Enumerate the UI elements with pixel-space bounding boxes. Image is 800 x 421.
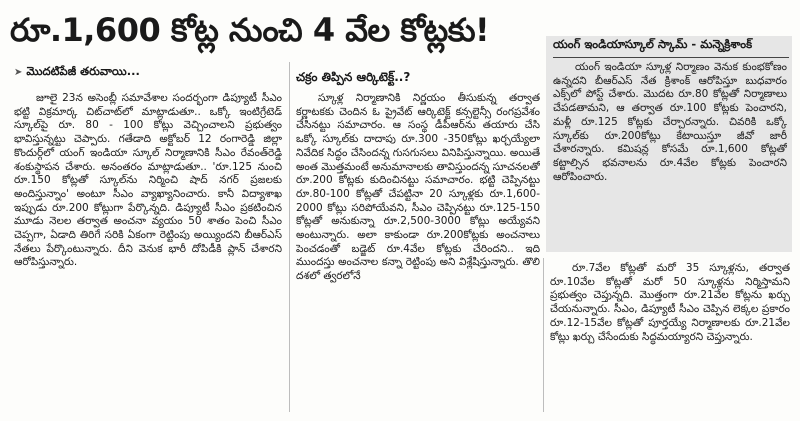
- sidebar-box-heading: యంగ్ ఇండియాస్కూల్ స్కామ్ - మన్నెక్రిశాంక్: [553, 37, 789, 58]
- kicker: [14, 64, 264, 80]
- col3-paragraph: రూ.7వేల కోట్లతో మరో 35 స్కూళ్లను, తర్వాత రూ.10వేల కోట్లతో మరో 50 స్కూళ్లను నిర్మిస్తామని ప్రభుత్వం చెప్తున్నది. మొత్తంగా రూ.21వేల కోట్లను ఖర్చు చేయనున్నారు. సీఎం, డిప్యూటీ సీఎం చెప్పిన లెక్కల ప్రకారం రూ.12-15వేల కోట్లతో పూర్తయ్యే నిర్మాణాలకు రూ.21వేల కోట్లు ఖర్చు చేసేందుకు సిద్ధమయ్యారని చెప్తున్నారు.: [550, 262, 790, 343]
- column-3: [550, 262, 790, 414]
- box-paragraph: యంగ్ ఇండియా స్కూళ్ల నిర్మాణం వెనుక కుంభకోణం ఉన్నదని బీఆర్ఎస్ నేత క్రిశాంక్ ఆరోపిస్తూ బుధవారం ఎక్స్‌లో పోస్ట్ చేశారు. మొదట రూ.80 కోట్లతో నిర్మాణాలు చేపడతామని, ఆ తర్వాత రూ.100 కోట్లకు పెంచారని, మళ్లీ రూ.125 కోట్లకు చేర్చారన్నారు. చివరికి ఒక్కో స్కూల్‌కు రూ.200కోట్లు కేటాయిస్తూ జీవో జారీ చేశారన్నారు. కమిషన్ల కోసమే రూ.1,600 కోట్లతో కట్టాల్సిన భవనాలను రూ.4వేల కోట్లకు పెంచారని ఆరోపించారు.: [553, 61, 787, 183]
- column-divider: [543, 258, 544, 412]
- col1-paragraph: జూలై 23న అసెంబ్లీ సమావేశాల సందర్భంగా డిప్యూటీ సీఎం భట్టి విక్రమార్క చిట్‌చాట్‌లో మాట్లాడుతూ.. ఒక్కో ఇంటిగ్రేటెడ్ స్కూల్‌పై రూ. 80 - 100 కోట్లు వెచ్చించాలని ప్రభుత్వం భావిస్తున్నట్టు చెప్పారు. గతేడాది అక్టోబర్ 12 రంగారెడ్డి జిల్లా కొందుర్గ్‌లో యంగ్ ఇండియా స్కూల్ నిర్మాణానికి సీఎం రేవంత్‌రెడ్డి శంకుస్థాపన చేశారు. అనంతరం మాట్లాడుతూ.. 'రూ.125 నుంచి రూ.150 కోట్లతో స్కూల్‌ను నిర్మించి షాద్ నగర్ ప్రజలకు అందిస్తున్నాం' అంటూ సీఎం వ్యాఖ్యానించారు. కానీ విద్యాశాఖ ఇప్పుడు రూ.200 కోట్లుగా పేర్కొన్నది. డిప్యూటీ సీఎం ప్రకటించిన మూడు నెలల తర్వాత అంచనా వ్యయం 50 శాతం పెంచి సీఎం చెప్పగా, ఏడాది తిరిగే సరికి ఏకంగా రెట్టింపు అయ్యిందని బీఆర్ఎస్ నేతలు పేర్కొంటున్నారు. దీని వెనుక భారీ దోపిడీకి ప్లాన్ చేశారని ఆరోపిస్తున్నారు.: [14, 92, 282, 269]
- column-1: [14, 92, 282, 414]
- headline: రూ.1,600 కోట్ల నుంచి 4 వేల కోట్లకు!: [10, 11, 490, 49]
- chevron-right-icon: ➤: [14, 67, 23, 78]
- col2-subheading: చక్రం తిప్పిన ఆర్కిటెక్ట్..?: [296, 70, 411, 84]
- column-divider: [289, 62, 290, 412]
- kicker-text: మొదటిపేజీ తరువాయి...: [26, 64, 140, 78]
- col2-paragraph: స్కూళ్ల నిర్మాణానికి నిర్ణయం తీసుకున్న తర్వాత కర్ణాటకకు చెందిన ఓ ప్రైవేట్ ఆర్కిటెక్ట్ కన్సల్టెన్సీ రంగప్రవేశం చేసినట్టు సమాచారం. ఆ సంస్థ డీపీఆర్‌ను తయారు చేసి ఒక్కో స్కూల్‌కు దాదాపు రూ.300 -350కోట్లు ఖర్చయ్యేలా నివేదిక సిద్ధం చేసిందన్న గుసగుసలు వినిపిస్తున్నాయి. అయితే అంత మొత్తమంటే అనుమానాలకు తావిస్తుందన్న సూచనలతో రూ.200 కోట్లకు కుదించినట్టు సమాచారం. భట్టి చెప్పినట్టు రూ.80-100 కోట్లతో చేపట్టినా 20 స్కూళ్లకు రూ.1,600-2000 కోట్లు సరిపోయేవని, సీఎం చెప్పినట్టు రూ.125-150 కోట్లతో అనుకున్నా రూ.2,500-3000 కోట్లు అయ్యేవని అంటున్నారు. అలా కాకుండా రూ.200కోట్లకు అంచనాలు పెంచడంతో బడ్జెట్ రూ.4వేల కోట్లకు చేరిందని.. ఇది ముందస్తు అంచనాల కన్నా రెట్టింపు అని విశ్లేషిస్తున్నారు. తొలి దశలో త్వరలోనే: [296, 92, 540, 283]
- column-2: [296, 92, 540, 414]
- sidebar-box-text: [553, 61, 787, 249]
